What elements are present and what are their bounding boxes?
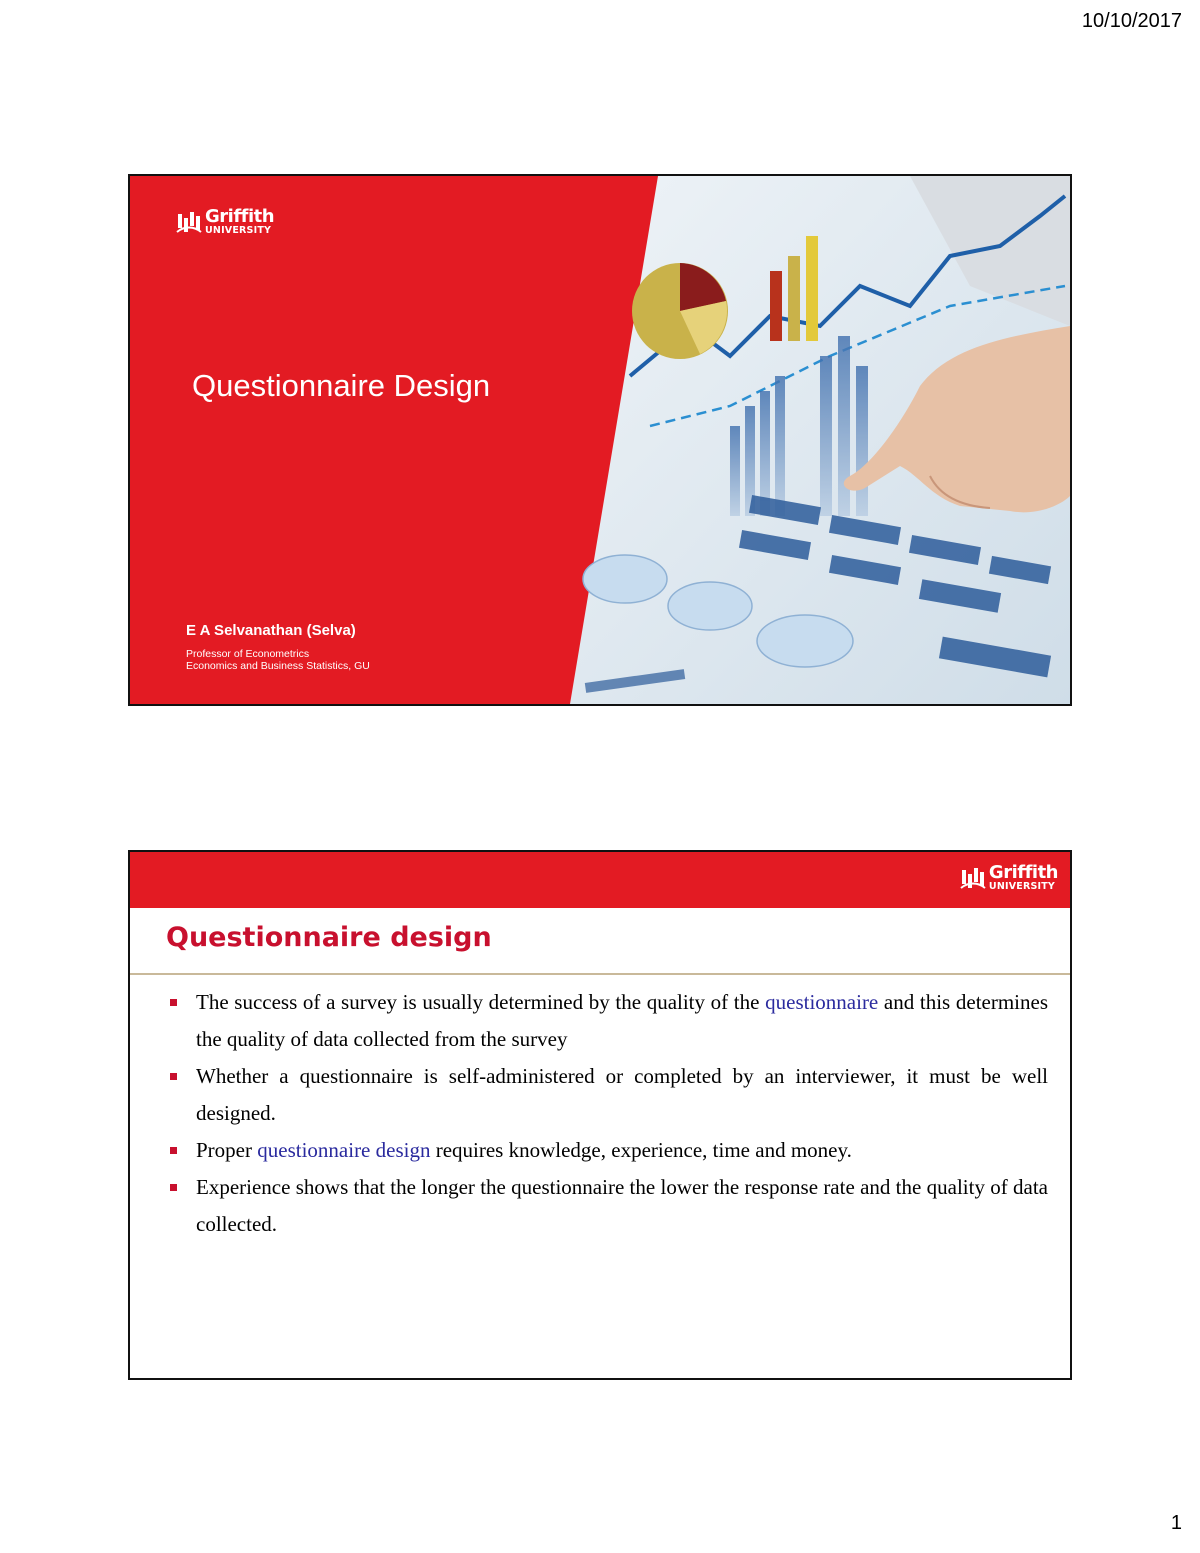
content-slide bbox=[128, 850, 1072, 1380]
logo-subtitle: UNIVERSITY bbox=[205, 225, 272, 236]
bullet-square-icon bbox=[170, 999, 177, 1006]
author-name: E A Selvanathan (Selva) bbox=[186, 622, 356, 639]
logo-subtitle: UNIVERSITY bbox=[988, 881, 1056, 892]
page-number: 1 bbox=[1170, 1512, 1182, 1534]
logo-name: Griffith bbox=[205, 206, 275, 227]
slide-title: Questionnaire design bbox=[166, 922, 492, 953]
highlight-term: questionnaire design bbox=[257, 1138, 431, 1162]
bullet-square-icon bbox=[170, 1184, 177, 1191]
slide-title: Questionnaire Design bbox=[192, 368, 491, 403]
logo-name: Griffith bbox=[988, 862, 1058, 883]
griffith-logo bbox=[960, 864, 1058, 892]
author-role-line1: Professor of Econometrics bbox=[186, 648, 310, 660]
author-role-line2: Economics and Business Statistics, GU bbox=[186, 660, 370, 672]
author-role bbox=[186, 648, 370, 672]
griffith-logo-mark-icon bbox=[960, 866, 986, 890]
title-slide bbox=[128, 174, 1072, 706]
bullet-item: Proper questionnaire design requires knowledge, experience, time and money. bbox=[170, 1132, 1048, 1169]
griffith-logo-mark-icon bbox=[176, 210, 202, 234]
bullet-item: Whether a questionnaire is self-administered or completed by an interviewer, it must be well designed. bbox=[170, 1058, 1048, 1132]
bullet-item: Experience shows that the longer the questionnaire the lower the response rate and the quality of data collected. bbox=[170, 1169, 1048, 1243]
header-band bbox=[130, 852, 1070, 908]
title-divider bbox=[130, 973, 1070, 975]
bullet-square-icon bbox=[170, 1147, 177, 1154]
bullet-item: The success of a survey is usually determined by the quality of the questionnaire and this determines the quality of data collected from the survey bbox=[170, 984, 1048, 1058]
highlight-term: questionnaire bbox=[765, 990, 879, 1014]
bullet-square-icon bbox=[170, 1073, 177, 1080]
page-date: 10/10/2017 bbox=[1081, 10, 1182, 32]
bullet-list bbox=[170, 984, 1048, 1243]
griffith-logo bbox=[176, 208, 274, 236]
